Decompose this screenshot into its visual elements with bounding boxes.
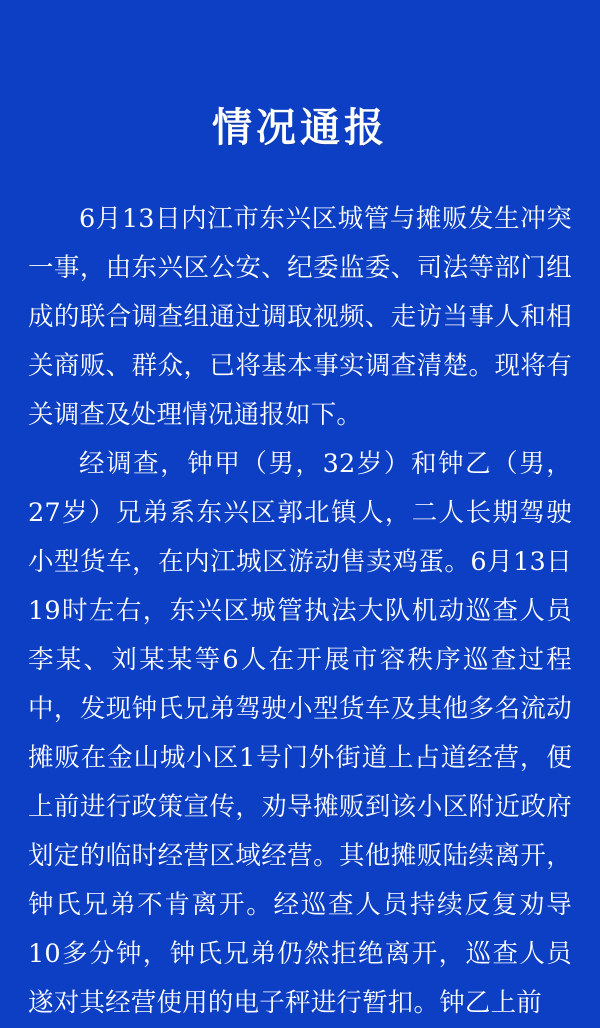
- document-body: [28, 195, 572, 1028]
- page-title: 情况通报: [212, 104, 388, 151]
- paragraph-2: 经调查，钟甲（男，32岁）和钟乙（男，27岁）兄弟系东兴区郭北镇人，二人长期驾驶小型货车，在内江城区游动售卖鸡蛋。6月13日19时左右，东兴区城管执法大队机动巡查人员李某、刘某某等6人在开展市容秩序巡查过程中，发现钟氏兄弟驾驶小型货车及其他多名流动摊贩在金山城小区1号门外街道上占道经营，便上前进行政策宣传，劝导摊贩到该小区附近政府划定的临时经营区域经营。其他摊贩陆续离开，钟氏兄弟不肯离开。经巡查人员持续反复劝导10多分钟，钟氏兄弟仍然拒绝离开，巡查人员遂对其经营使用的电子秤进行暂扣。钟乙上前: [28, 449, 572, 1018]
- paragraph-1: 6月13日内江市东兴区城管与摊贩发生冲突一事，由东兴区公安、纪委监委、司法等部门组成的联合调查组通过调取视频、走访当事人和相关商贩、群众，已将基本事实调查清楚。现将有关调查及处理情况通报如下。: [28, 204, 572, 430]
